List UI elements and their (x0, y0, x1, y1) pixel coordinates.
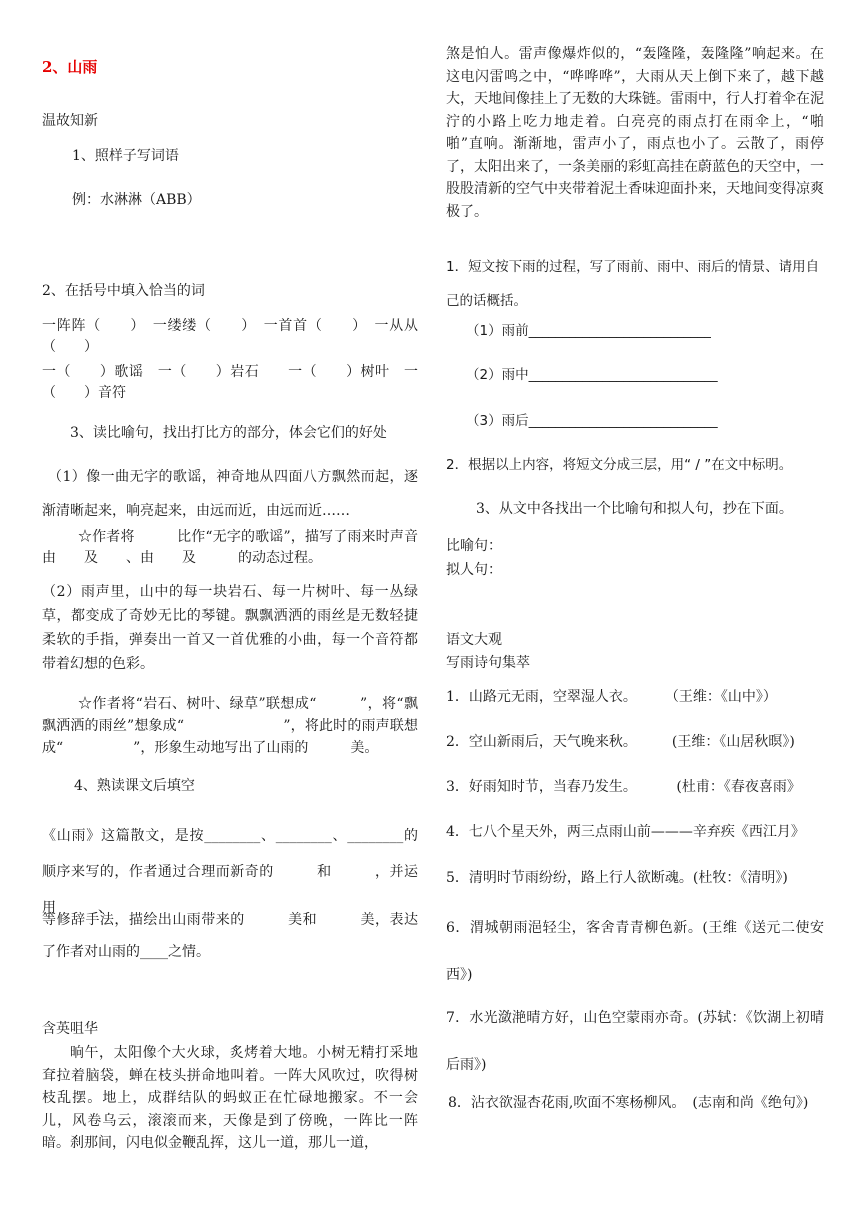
question-1-example: 例：水淋淋（ABB） (72, 192, 201, 208)
section-heading-passage: 含英咀华 (42, 1021, 98, 1037)
question-4-text-cont: 等修辞手法，描绘出山雨带来的 美和 美，表达了作者对山雨的____之情。 (42, 912, 418, 960)
section-heading-literature: 语文大观 (446, 632, 502, 648)
lesson-title: 2、山雨 (42, 58, 98, 76)
question-2-heading: 2、在括号中填入恰当的词 (42, 283, 205, 299)
question-4-heading: 4、熟读课文后填空 (74, 778, 195, 794)
poem-line: 6．渭城朝雨浥轻尘，客舍青青柳色新。(王维《送元二使安西》) (446, 920, 824, 983)
reading-question-2: 2．根据以上内容，将短文分成三层，用“ / ”在文中标明。 (446, 457, 793, 473)
personification-label: 拟人句： (446, 562, 502, 578)
metaphor-label: 比喻句： (446, 538, 502, 554)
question-2-line-1: 一阵阵（ ） 一缕缕（ ） 一首首（ ） 一从从（ ） (42, 318, 418, 355)
question-3-task-1: ☆作者将 比作“无字的歌谣”，描写了雨来时声音由 及 、由 及 的动态过程。 (42, 529, 418, 566)
reading-answer-during-rain: （2）雨中____________________________ (466, 367, 718, 383)
passage-text-cont: 煞是怕人。雷声像爆炸似的，“轰隆隆，轰隆隆”响起来。在这电闪雷鸣之中，“哗哗哗”，大雨从天上倒下来了，越下越大，天地间像挂上了无数的大珠链。雷雨中，行人打着伞在泥泞的小路上吃力地走着。白亮亮的雨点打在雨伞上，“啪啪”直响。渐渐地，雷声小了，雨点也小了。云散了，雨停了，太阳出来了，一条美丽的彩虹高挂在蔚蓝色的天空中，一股股清新的空气中夹带着泥土香味迎面扑来，天地间变得凉爽极了。 (446, 46, 824, 220)
section-heading-review: 温故知新 (42, 113, 98, 129)
reading-question-3: 3、从文中各找出一个比喻句和拟人句，抄在下面。 (476, 501, 793, 517)
poem-line: 2．空山新雨后，天气晚来秋。 (王维：《山居秋暝》) (446, 734, 795, 750)
passage-text: 晌午，太阳像个大火球，炙烤着大地。小树无精打采地耷拉着脑袋，蝉在枝头拼命地叫着。一阵大风吹过，吹得树枝乱摆。地上，成群结队的蚂蚁正在忙碌地搬家。不一会儿，风卷乌云，滚滚而来，天像是到了傍晚，一阵比一阵暗。刹那间，闪电似金鞭乱挥，这儿一道，那儿一道， (42, 1045, 418, 1151)
question-4-text: 《山雨》这篇散文，是按________、________、________的顺序来写的，作者通过合理而新奇的 和 ，并运用 、 (42, 828, 418, 916)
poem-line: 5．清明时节雨纷纷，路上行人欲断魂。(杜牧：《清明》) (446, 870, 788, 886)
question-3-sentence-1: （1）像一曲无字的歌谣，神奇地从四面八方飘然而起，逐渐清晰起来，响亮起来，由远而近，由远而近…… (42, 469, 418, 519)
question-1-heading: 1、照样子写词语 (72, 148, 179, 164)
poem-line: 8．沾衣欲湿杏花雨,吹面不寒杨柳风。 (志南和尚《绝句》) (448, 1095, 809, 1111)
poem-line: 1．山路元无雨，空翠湿人衣。 （王维：《山中》） (446, 689, 777, 705)
reading-answer-before-rain: （1）雨前___________________________ (466, 323, 711, 339)
poem-line: 3．好雨知时节，当春乃发生。 (杜甫：《春夜喜雨》 (446, 779, 801, 795)
reading-question-1: 1．短文按下雨的过程，写了雨前、雨中、雨后的情景、请用自己的话概括。 (446, 259, 820, 309)
question-2-line-2: 一（ ）歌谣 一（ ）岩石 一（ ）树叶 一（ ）音符 (42, 364, 418, 401)
question-3-sentence-2: （2）雨声里，山中的每一块岩石、每一片树叶、每一丛绿草，都变成了奇妙无比的琴键。飘飘洒洒的雨丝是无数轻捷柔软的手指，弹奏出一首又一首优雅的小曲，每一个音符都带着幻想的色彩。 (42, 584, 418, 672)
poem-line: 7．水光潋滟晴方好，山色空蒙雨亦奇。(苏轼：《饮湖上初晴后雨》) (446, 1010, 824, 1073)
question-3-heading: 3、读比喻句，找出打比方的部分，体会它们的好处 (70, 425, 387, 441)
question-3-task-2: ☆作者将“岩石、树叶、绿草”联想成“ ”，将“飘飘洒洒的雨丝”想象成“ ”，将此时的雨声联想成“ ”，形象生动地写出了山雨的 美。 (42, 696, 418, 756)
reading-answer-after-rain: （3）雨后____________________________ (466, 413, 718, 429)
poem-collection-title: 写雨诗句集萃 (446, 655, 530, 671)
poem-line: 4．七八个星天外，两三点雨山前———辛弃疾《西江月》 (446, 824, 805, 840)
